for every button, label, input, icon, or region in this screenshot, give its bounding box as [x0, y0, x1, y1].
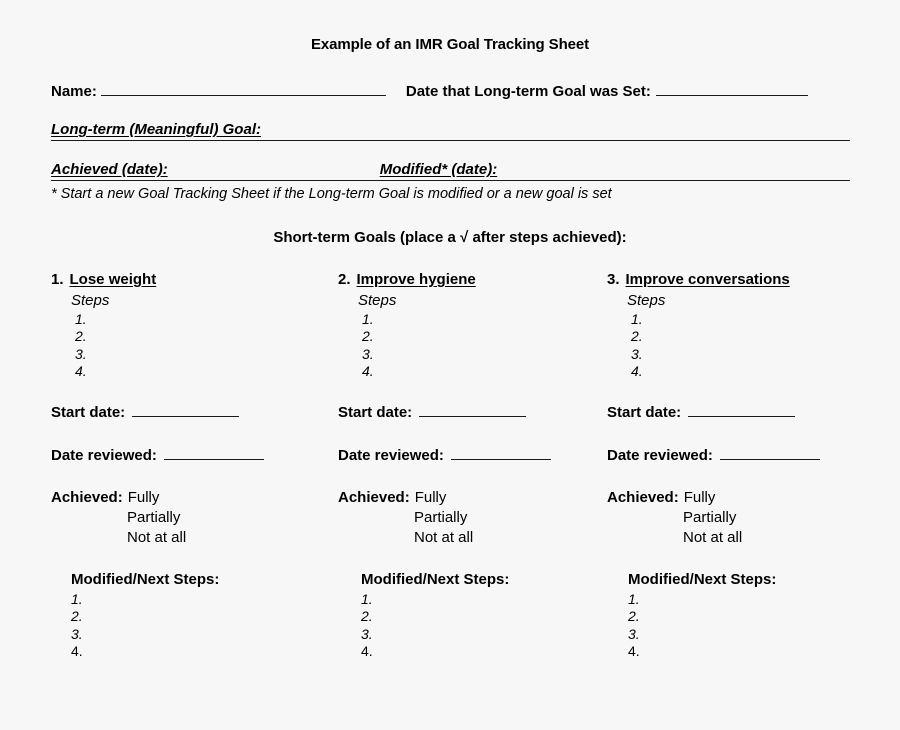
achieved-label: Achieved: [338, 489, 410, 506]
start-date-label: Start date: [607, 404, 682, 421]
modified-date-label: Modified* (date): [379, 161, 498, 178]
goal-column-3 [607, 271, 887, 381]
modified-next-steps-block-3 [628, 570, 900, 661]
name-and-date-row [51, 81, 851, 100]
steps-list-3 [631, 311, 887, 381]
achieved-option-not-at-all[interactable]: Not at all [414, 529, 474, 546]
start-date-row-3 [607, 403, 795, 421]
goal-number-2: 2. [338, 271, 351, 288]
steps-label-1: Steps [71, 292, 110, 309]
start-date-input-blank[interactable] [419, 403, 526, 417]
achieved-block-3 [607, 488, 887, 548]
start-date-label: Start date: [338, 404, 413, 421]
date-reviewed-input-blank[interactable] [451, 446, 551, 460]
achieved-option-not-at-all[interactable]: Not at all [683, 529, 743, 546]
start-date-row-2 [338, 403, 526, 421]
step-item[interactable]: 2. [75, 328, 87, 345]
modified-step-item[interactable]: 4. [361, 643, 373, 660]
long-term-goal-row[interactable] [51, 121, 850, 141]
modified-step-item[interactable]: 3. [361, 625, 373, 642]
modified-step-item[interactable]: 3. [71, 625, 83, 642]
step-item[interactable]: 3. [362, 345, 374, 362]
goal-heading-1 [51, 271, 331, 289]
date-reviewed-row-3 [607, 446, 820, 464]
step-item[interactable]: 4. [362, 363, 374, 380]
achieved-option-fully[interactable]: Fully [683, 489, 716, 506]
modified-next-steps-list-3 [628, 591, 900, 661]
achieved-option-fully[interactable]: Fully [127, 489, 160, 506]
date-reviewed-input-blank[interactable] [720, 446, 820, 460]
achieved-block-2 [338, 488, 618, 548]
achieved-option-partially[interactable]: Partially [127, 509, 181, 526]
date-reviewed-label: Date reviewed: [51, 447, 157, 464]
modified-step-item[interactable]: 1. [361, 591, 373, 607]
date-reviewed-row-1 [51, 446, 264, 464]
steps-list-2 [362, 311, 618, 381]
achieved-first-line [338, 488, 618, 508]
modified-next-steps-title: Modified/Next Steps: [628, 571, 777, 588]
steps-label-2: Steps [358, 292, 397, 309]
modified-step-item[interactable]: 3. [628, 625, 640, 642]
modified-step-item[interactable]: 2. [361, 608, 373, 625]
modified-step-item[interactable]: 1. [71, 591, 83, 607]
achieved-modified-row[interactable] [51, 161, 850, 181]
modified-step-item[interactable]: 2. [71, 608, 83, 625]
modified-next-steps-list-1 [71, 591, 351, 661]
modified-next-steps-title: Modified/Next Steps: [71, 571, 220, 588]
goal-number-1: 1. [51, 271, 64, 288]
goal-heading-3 [607, 271, 887, 289]
step-item[interactable]: 3. [631, 345, 643, 362]
modified-step-item[interactable]: 4. [628, 643, 640, 660]
achieved-option-not-at-all[interactable]: Not at all [127, 529, 187, 546]
goal-column-2 [338, 271, 618, 381]
achieved-label: Achieved: [51, 489, 123, 506]
goal-name-2: Improve hygiene [356, 271, 476, 288]
date-set-input-blank[interactable] [656, 81, 808, 96]
steps-list-1 [75, 311, 331, 381]
date-reviewed-label: Date reviewed: [607, 447, 713, 464]
start-date-input-blank[interactable] [132, 403, 239, 417]
modified-next-steps-title: Modified/Next Steps: [361, 571, 510, 588]
step-item[interactable]: 2. [631, 328, 643, 345]
achieved-block-1 [51, 488, 331, 548]
long-term-goal-label: Long-term (Meaningful) Goal: [51, 121, 261, 138]
footnote: * Start a new Goal Tracking Sheet if the Long-term Goal is modified or a new goal is set [51, 186, 612, 202]
step-item[interactable]: 2. [362, 328, 374, 345]
step-item[interactable]: 1. [75, 311, 87, 327]
achieved-date-label: Achieved (date): [51, 161, 168, 178]
achieved-option-fully[interactable]: Fully [414, 489, 447, 506]
goal-name-1: Lose weight [69, 271, 157, 288]
page-title: Example of an IMR Goal Tracking Sheet [310, 36, 590, 53]
achieved-first-line [607, 488, 887, 508]
goal-name-3: Improve conversations [625, 271, 790, 288]
date-reviewed-row-2 [338, 446, 551, 464]
achieved-label: Achieved: [607, 489, 679, 506]
goal-column-1 [51, 271, 331, 381]
modified-step-item[interactable]: 4. [71, 643, 83, 660]
start-date-label: Start date: [51, 404, 126, 421]
steps-label-3: Steps [627, 292, 666, 309]
achieved-option-partially[interactable]: Partially [683, 509, 737, 526]
achieved-option-partially[interactable]: Partially [414, 509, 468, 526]
step-item[interactable]: 4. [75, 363, 87, 380]
goal-number-3: 3. [607, 271, 620, 288]
step-item[interactable]: 1. [362, 311, 374, 327]
short-term-goals-header: Short-term Goals (place a √ after steps achieved): [273, 229, 627, 246]
start-date-input-blank[interactable] [688, 403, 795, 417]
achieved-first-line [51, 488, 331, 508]
step-item[interactable]: 3. [75, 345, 87, 362]
date-set-label: Date that Long-term Goal was Set: [405, 83, 651, 100]
start-date-row-1 [51, 403, 239, 421]
name-label: Name: [51, 83, 97, 100]
date-reviewed-label: Date reviewed: [338, 447, 444, 464]
step-item[interactable]: 4. [631, 363, 643, 380]
step-item[interactable]: 1. [631, 311, 643, 327]
modified-next-steps-block-2 [361, 570, 641, 661]
modified-next-steps-block-1 [71, 570, 351, 661]
modified-step-item[interactable]: 1. [628, 591, 640, 607]
modified-step-item[interactable]: 2. [628, 608, 640, 625]
modified-next-steps-list-2 [361, 591, 641, 661]
date-reviewed-input-blank[interactable] [164, 446, 264, 460]
goal-heading-2 [338, 271, 618, 289]
name-input-blank[interactable] [101, 81, 386, 96]
